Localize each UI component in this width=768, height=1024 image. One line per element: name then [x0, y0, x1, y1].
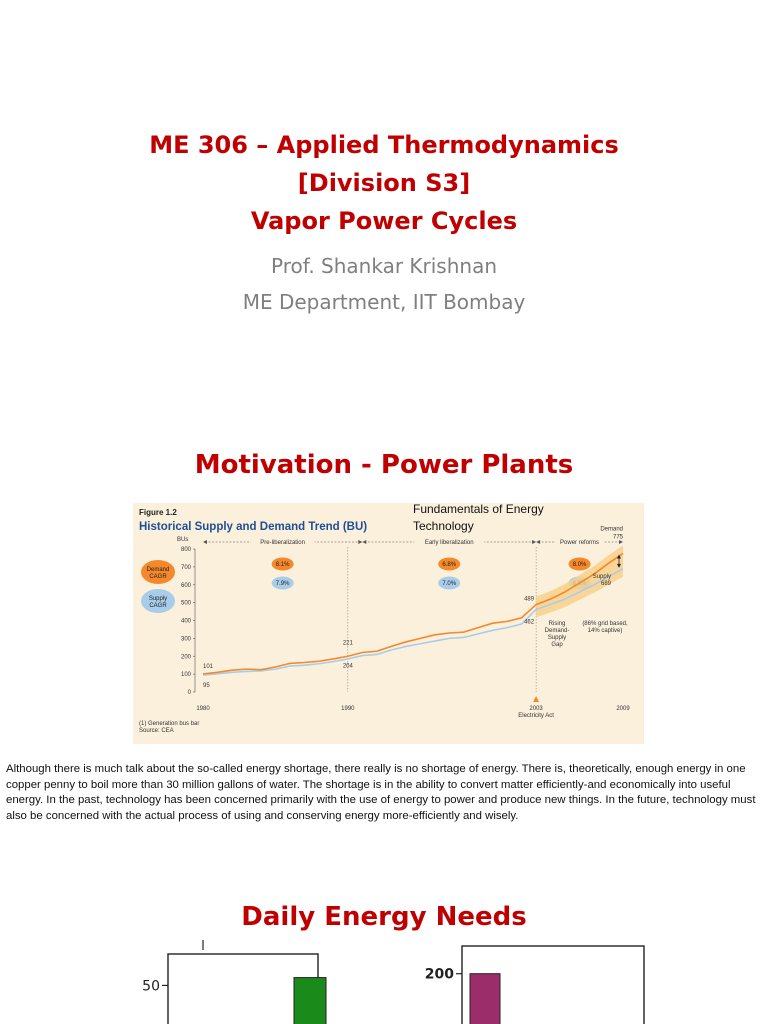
slide-title-motivation: Motivation - Power Plants — [194, 450, 574, 480]
period-label: Pre-liberalization — [260, 540, 305, 546]
y-tick-label: 200 — [180, 654, 191, 661]
figure-caption: Fundamentals of Energy Technology — [413, 502, 544, 533]
demand-cagr-value: 6.8% — [442, 562, 457, 568]
period-label: Power reforms — [560, 540, 600, 546]
department-name: ME Department, IIT Bombay — [242, 290, 526, 314]
period-label: Early liberalization — [424, 540, 474, 546]
y-tick-label: 700 — [180, 564, 191, 571]
energy-bar-chart-right — [370, 940, 670, 1024]
annotation-captive-share: (86% grid based, 14% captive) — [582, 621, 628, 634]
annotation-label: 101 — [203, 663, 214, 670]
y-tick-label: 500 — [180, 600, 191, 607]
period-arrowhead-right — [619, 540, 623, 544]
y-tick-label: 200 — [424, 966, 454, 983]
motivation-paragraph: Although there is much talk about the so-called energy shortage, there really is no shortage of energy. There is, theoretically, enough energy in one copper penny to boil more than 30 million gallons of water. The shortage is in the ability to convert matter efficiently-and economically into useful energy. In the past, technology has been concerned primarily with the use of energy to power and produce new things. In the future, technology must also be concerned with the actual process of using and conserving energy more-efficiently and wisely. — [6, 763, 756, 822]
annotation-label: 221 — [342, 640, 353, 647]
legend-label-line: CAGR — [149, 603, 167, 609]
slide-title-course — [0, 126, 768, 240]
supply-demand-figure — [133, 503, 644, 744]
x-tick-label: 2003 — [529, 706, 543, 712]
annotation-label: 462 — [524, 619, 535, 626]
annotation-label: 775 — [612, 534, 623, 541]
x-tick-label: 1980 — [196, 706, 210, 712]
y-tick-label: 600 — [180, 582, 191, 589]
x-tick-label: 1990 — [341, 706, 355, 712]
demand-cagr-value: 8.0% — [572, 562, 587, 568]
period-arrowhead-left — [536, 540, 540, 544]
supply-cagr-value: 7.9% — [275, 581, 290, 587]
period-arrowhead-right — [532, 540, 536, 544]
presenter-name: Prof. Shankar Krishnan — [271, 254, 497, 278]
period-arrowhead-left — [203, 540, 207, 544]
period-arrowhead-left — [362, 540, 366, 544]
legend-label-line: CAGR — [149, 574, 167, 580]
annotation-label: 689 — [600, 580, 611, 587]
y-tick-label: 800 — [180, 547, 191, 553]
supply-demand-chart — [133, 503, 644, 744]
annotation-rising-gap: Rising Demand-Supply Gap — [544, 621, 570, 648]
chart-title: Historical Supply and Demand Trend (BU) — [139, 521, 368, 533]
annotation-electricity-act: Electricity Act — [518, 713, 554, 719]
annotation-label: Demand — [600, 526, 623, 533]
footnote: Source: CEA — [139, 728, 174, 734]
annotation-label: 95 — [203, 683, 210, 690]
title-line-course: ME 306 – Applied Thermodynamics — [149, 131, 619, 159]
y-tick-label: 300 — [180, 636, 191, 643]
footnote: (1) Generation bus bar — [139, 721, 200, 727]
demand-series-line — [203, 553, 623, 673]
y-tick-label: 400 — [180, 618, 191, 625]
title-line-division: [Division S3] — [297, 169, 471, 197]
title-line-topic: Vapor Power Cycles — [250, 207, 518, 235]
bar — [294, 978, 326, 1024]
y-tick-label: 50 — [142, 978, 160, 995]
slide-title-daily-energy: Daily Energy Needs — [241, 902, 527, 932]
period-arrowhead-right — [358, 540, 362, 544]
legend-label-line: Demand — [146, 567, 170, 573]
supply-cagr-value: 7.0% — [442, 581, 457, 587]
bar — [470, 974, 500, 1024]
legend-label-line: Supply — [148, 596, 168, 602]
annotation-label: Supply — [592, 573, 611, 580]
annotation-label: 204 — [342, 663, 353, 670]
x-tick-label: 2009 — [616, 706, 630, 712]
demand-cagr-value: 8.1% — [275, 562, 290, 568]
annotation-label: 489 — [524, 596, 535, 603]
y-axis-label: BUs — [177, 537, 189, 543]
figure-label: Figure 1.2 — [139, 508, 177, 517]
y-tick-label: 100 — [180, 672, 191, 679]
energy-bar-chart-left — [104, 940, 344, 1024]
y-tick-label: 0 — [187, 690, 191, 696]
electricity-act-marker — [533, 696, 539, 702]
